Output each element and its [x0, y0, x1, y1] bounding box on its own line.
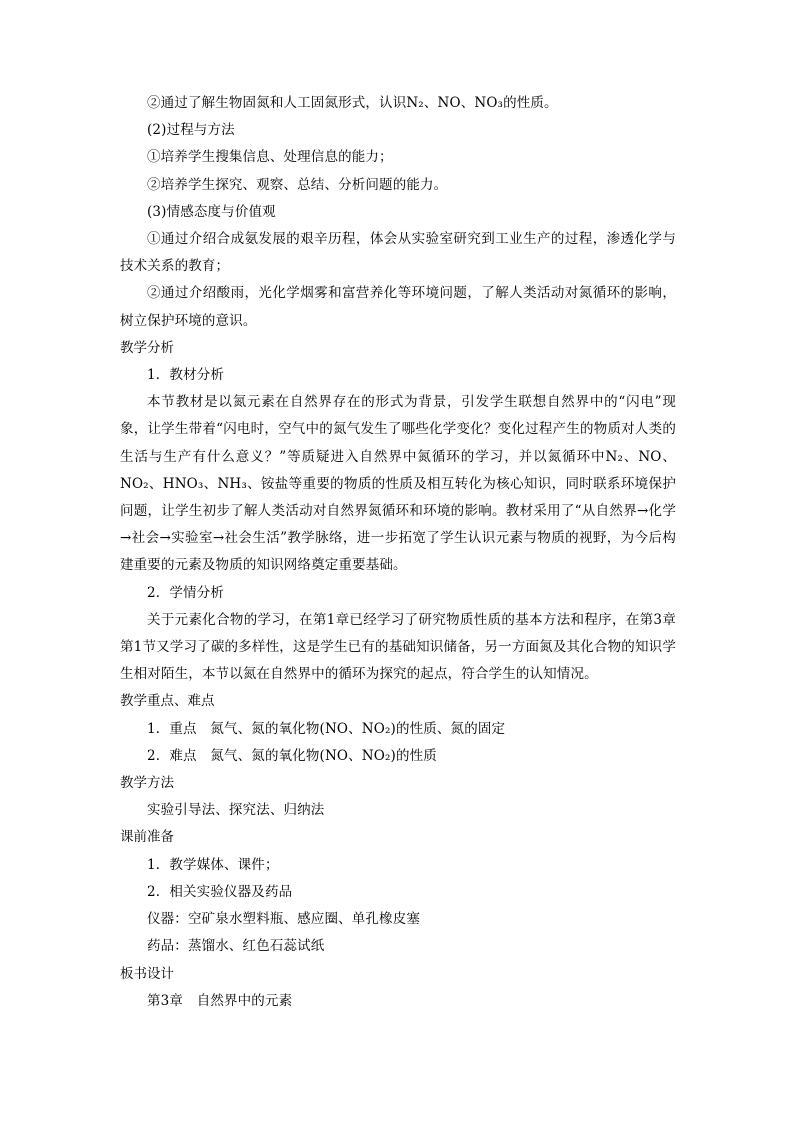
heading-teaching-methods: 教学方法	[120, 775, 174, 792]
attitude-item-2: ②通过介绍酸雨，光化学烟雾和富营养化等环境问题，了解人类活动对氮循环的影响，树立保护环境的意识。	[120, 285, 676, 329]
heading-key-points: 教学重点、难点	[120, 693, 215, 710]
process-item-1: ①培养学生搜集信息、处理信息的能力；	[147, 149, 393, 166]
preparation-item-2: 2．相关实验仪器及药品	[147, 883, 293, 900]
reagents-line: 药品：蒸馏水、红色石蕊试纸	[147, 938, 325, 955]
board-design-chapter: 第3章 自然界中的元素	[147, 992, 293, 1009]
subheading-student-analysis: 2．学情分析	[147, 584, 224, 601]
subheading-textbook-analysis: 1．教材分析	[147, 367, 224, 384]
student-analysis-paragraph: 关于元素化合物的学习，在第1章已经学习了研究物质性质的基本方法和程序，在第3章第1节又学习了碳的多样性，这是学生已有的基础知识储备，另一方面氮及其化合物的知识学生相对陌生，本节以氮在自然界中的循环为探究的起点，符合学生的认知情况。	[120, 611, 676, 683]
section-attitude-values: (3)情感态度与价值观	[147, 203, 276, 220]
difficult-point-line: 2．难点 氮气、氮的氧化物(NO、NO₂)的性质	[147, 747, 437, 764]
heading-teaching-analysis: 教学分析	[120, 339, 174, 356]
process-item-2: ②培养学生探究、观察、总结、分析问题的能力。	[147, 176, 448, 193]
instruments-line: 仪器：空矿泉水塑料瓶、感应圈、单孔橡皮塞	[147, 911, 420, 928]
document-page	[120, 90, 676, 1015]
key-point-line: 1．重点 氮气、氮的氧化物(NO、NO₂)的性质、氮的固定	[147, 720, 506, 737]
objective-line: ②通过了解生物固氮和人工固氮形式，认识N₂、NO、NO₃的性质。	[147, 95, 558, 111]
section-process-method: (2)过程与方法	[147, 122, 235, 139]
textbook-analysis-paragraph: 本节教材是以氮元素在自然界存在的形式为背景，引发学生联想自然界中的“闪电”现象，让学生带着“闪电时，空气中的氮气发生了哪些化学变化？变化过程产生的物质对人类的生活与生产有什么意义？”等质疑进入自然界中氮循环的学习，并以氮循环中N₂、NO、NO₂、HNO₃、NH₃、铵盐等重要的物质的性质及相互转化为核心知识，同时联系环境保护问题，让学生初步了解人类活动对自然界氮循环和环境的影响。教材采用了“从自然界→化学→社会→实验室→社会生活”教学脉络，进一步拓宽了学生认识元素与物质的视野，为今后构建重要的元素及物质的知识网络奠定重要基础。	[120, 394, 676, 574]
heading-board-design: 板书设计	[120, 965, 174, 982]
teaching-methods-line: 实验引导法、探究法、归纳法	[147, 802, 325, 819]
attitude-item-1: ①通过介绍合成氨发展的艰辛历程，体会从实验室研究到工业生产的过程，渗透化学与技术关系的教育；	[120, 231, 676, 275]
preparation-item-1: 1．教学媒体、课件；	[147, 856, 279, 873]
heading-preparation: 课前准备	[120, 829, 174, 846]
